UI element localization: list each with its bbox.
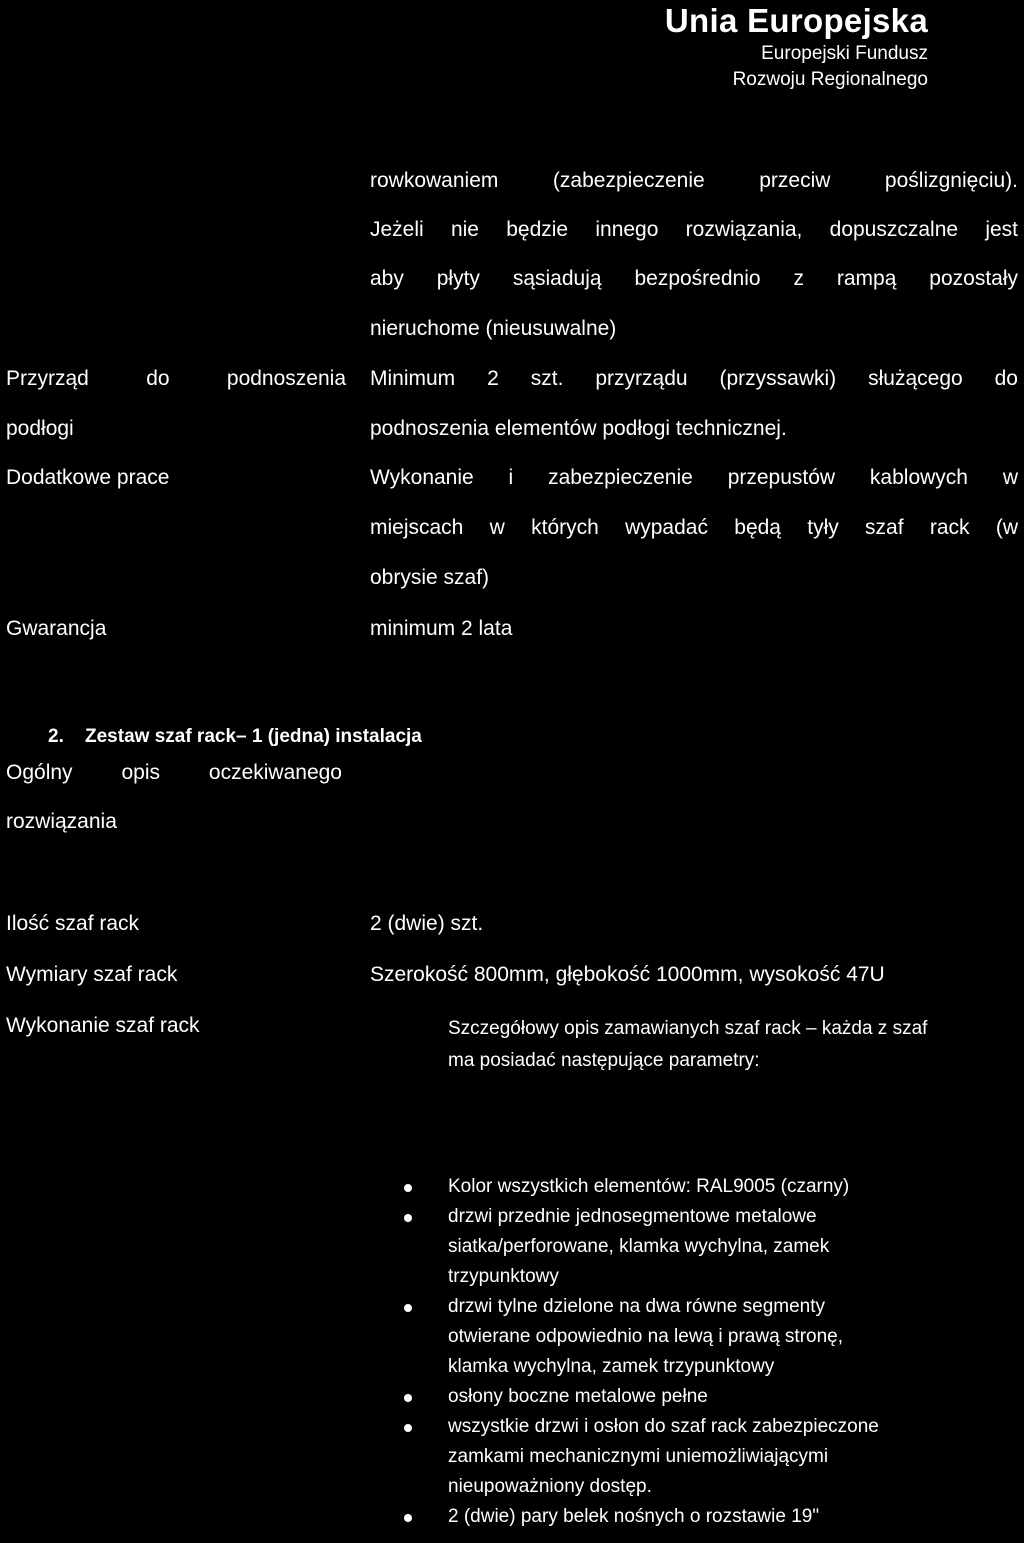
list-item-line: wszystkie drzwi i osłon do szaf rack zabezpieczone xyxy=(448,1416,879,1437)
list-item-line: klamka wychylna, zamek trzypunktowy xyxy=(448,1356,775,1377)
rack-parameters-list xyxy=(404,1172,1004,1532)
label-rack-quantity: Ilość szaf rack xyxy=(6,912,140,935)
bullet-icon xyxy=(404,1394,412,1402)
list-item-line: otwierane odpowiednio na lewą i prawą stronę, xyxy=(448,1326,844,1347)
bullet-icon xyxy=(404,1304,412,1312)
label-rack-build: Wykonanie szaf rack xyxy=(6,1014,200,1037)
header-subtitle-line2: Rozwoju Regionalnego xyxy=(732,69,928,90)
value-warranty: minimum 2 lata xyxy=(370,617,513,640)
value-rack-quantity: 2 (dwie) szt. xyxy=(370,912,484,935)
label-floor-lifter-line2: podłogi xyxy=(6,417,74,440)
list-item xyxy=(404,1412,1004,1502)
header-subtitle-line1: Europejski Fundusz xyxy=(761,43,928,64)
list-item-line: siatka/perforowane, klamka wychylna, zamek xyxy=(448,1236,830,1257)
list-item xyxy=(404,1202,1004,1292)
list-item-line: 2 (dwie) pary belek nośnych o rozstawie 19" xyxy=(448,1506,820,1527)
bullet-icon xyxy=(404,1424,412,1432)
bullet-icon xyxy=(404,1514,412,1522)
value-floor-lifter-line1: Minimum 2 szt. przyrządu (przyssawki) służącego do xyxy=(370,367,1018,390)
cont-line-1: rowkowaniem (zabezpieczenie przeciw poślizgnięciu). xyxy=(370,169,1018,192)
header-title: Unia Europejska xyxy=(664,2,928,39)
value-rack-dimensions: Szerokość 800mm, głębokość 1000mm, wysokość 47U xyxy=(370,963,885,986)
label-warranty: Gwarancja xyxy=(6,617,107,640)
label-rack-dimensions: Wymiary szaf rack xyxy=(6,963,178,986)
cont-line-2: Jeżeli nie będzie innego rozwiązania, dopuszczalne jest xyxy=(370,218,1018,241)
label-general-line1: Ogólny opis oczekiwanego xyxy=(6,761,342,784)
section2-heading-number: 2. xyxy=(48,726,64,747)
list-item-line: drzwi tylne dzielone na dwa równe segmenty xyxy=(448,1296,826,1317)
list-item xyxy=(404,1382,1004,1412)
cont-line-4: nieruchome (nieusuwalne) xyxy=(370,317,617,340)
value-additional-work-line2: miejscach w których wypadać będą tyły szaf rack (w xyxy=(370,516,1018,539)
value-rack-build-line2: ma posiadać następujące parametry: xyxy=(448,1050,760,1071)
list-item-line: zamkami mechanicznymi uniemożliwiającymi xyxy=(448,1446,829,1467)
value-additional-work-line3: obrysie szaf) xyxy=(370,566,490,589)
list-item-line: Kolor wszystkich elementów: RAL9005 (czarny) xyxy=(448,1176,850,1197)
list-item xyxy=(404,1172,1004,1202)
value-floor-lifter-line2: podnoszenia elementów podłogi technicznej. xyxy=(370,417,787,440)
label-floor-lifter-line1: Przyrząd do podnoszenia xyxy=(6,367,346,390)
bullet-icon xyxy=(404,1214,412,1222)
label-general-line2: rozwiązania xyxy=(6,810,117,833)
value-additional-work-line1: Wykonanie i zabezpieczenie przepustów kablowych w xyxy=(370,466,1018,489)
list-item xyxy=(404,1292,1004,1382)
list-item-line: drzwi przednie jednosegmentowe metalowe xyxy=(448,1206,817,1227)
label-additional-work: Dodatkowe prace xyxy=(6,466,170,489)
cont-line-3: aby płyty sąsiadują bezpośrednio z rampą pozostały xyxy=(370,267,1018,290)
bullet-icon xyxy=(404,1184,412,1192)
section2-heading: Zestaw szaf rack– 1 (jedna) instalacja xyxy=(85,726,422,747)
list-item-line: nieupoważniony dostęp. xyxy=(448,1476,652,1497)
list-item-line: osłony boczne metalowe pełne xyxy=(448,1386,708,1407)
list-item xyxy=(404,1502,1004,1532)
value-rack-build-line1: Szczegółowy opis zamawianych szaf rack – każda z szaf xyxy=(448,1018,928,1039)
list-item-line: trzypunktowy xyxy=(448,1266,559,1287)
